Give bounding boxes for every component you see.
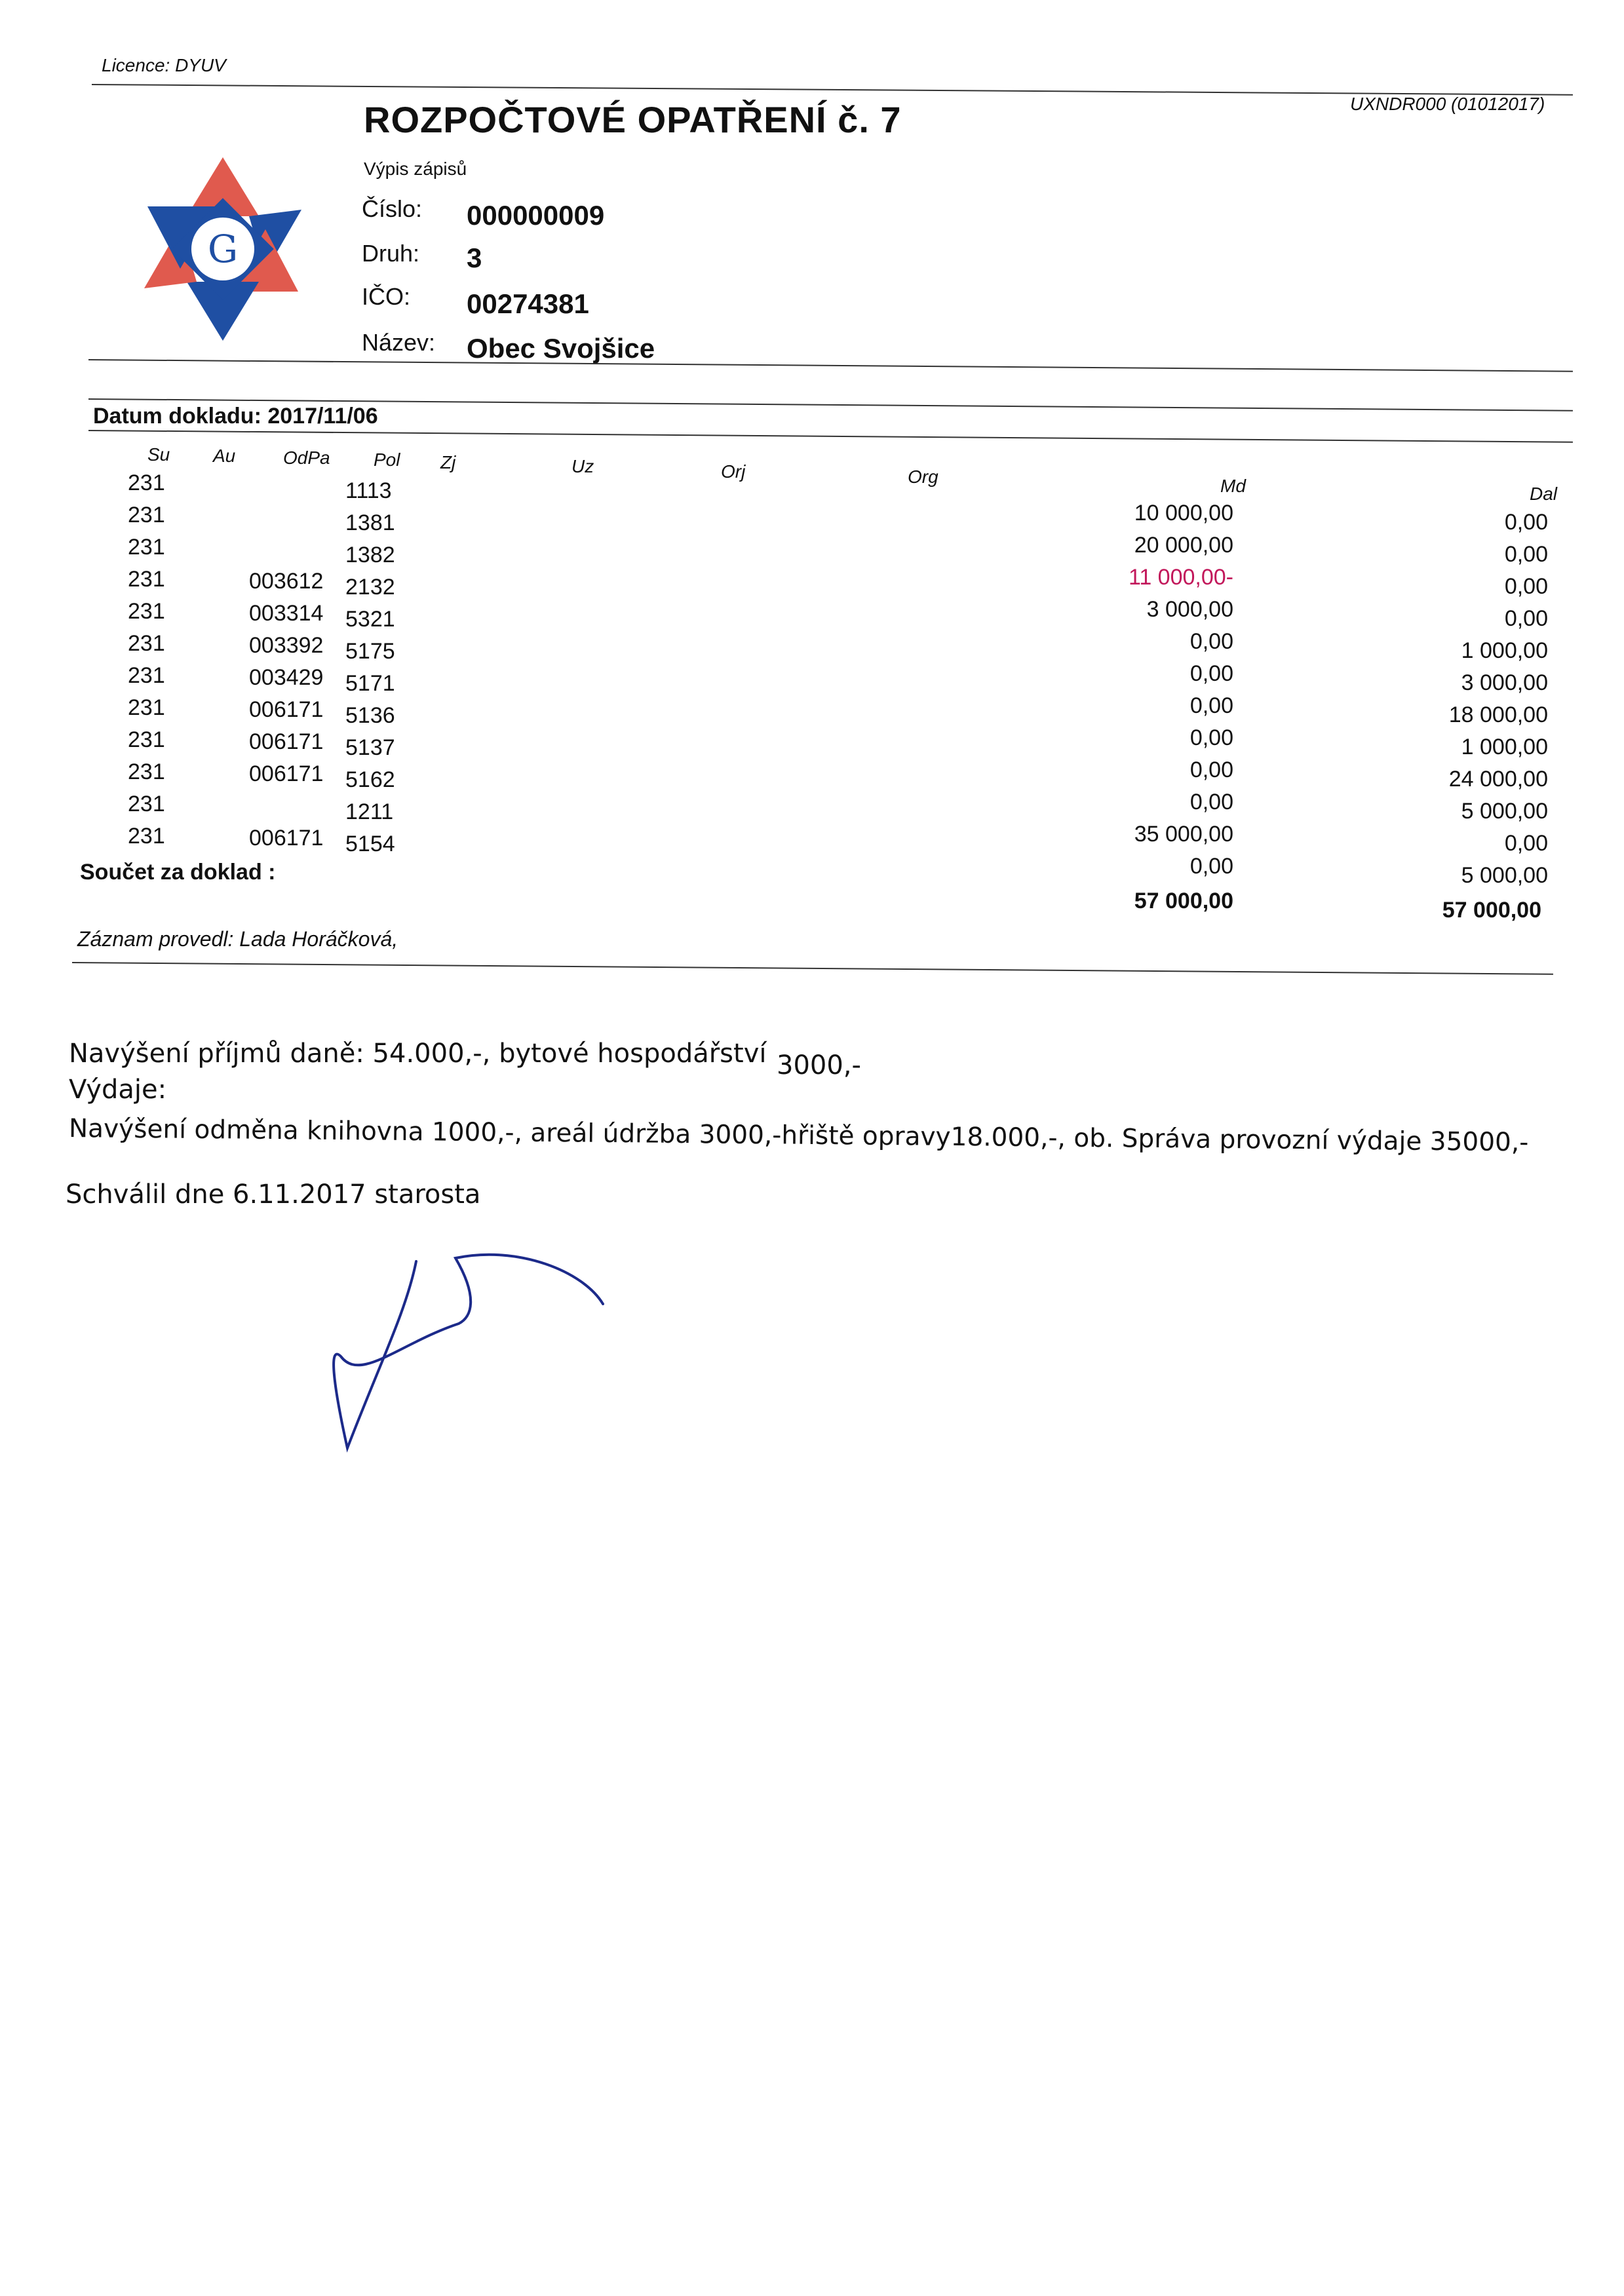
form-code: UXNDR000 (01012017) <box>1350 94 1545 114</box>
subtitle: Výpis zápisů <box>364 159 467 179</box>
row-su: 231 <box>128 759 165 784</box>
row-pol: 5175 <box>345 639 395 664</box>
row-md: 0,00 <box>1189 854 1233 879</box>
col-zj: Zj <box>440 452 456 472</box>
row-su: 231 <box>128 663 165 688</box>
row-md: 0,00 <box>1189 629 1233 654</box>
date-rule-bottom <box>88 430 1573 443</box>
logo-letter: G <box>207 227 239 271</box>
note-expenses: Navýšení odměna knihovna 1000,-, areál údržba 3000,-hřiště opravy18.000,-, ob. Správa provozní výdaje 35000,- <box>68 1114 1529 1158</box>
row-su: 231 <box>128 727 165 752</box>
total-label: Součet za doklad : <box>80 860 276 885</box>
row-dal: 5 000,00 <box>1461 863 1548 888</box>
col-au: Au <box>213 446 236 466</box>
row-su: 231 <box>128 792 165 816</box>
header-rule <box>88 359 1573 372</box>
row-md: 10 000,00 <box>1134 501 1233 526</box>
row-pol: 1113 <box>345 478 392 503</box>
row-md: 0,00 <box>1189 757 1233 782</box>
col-uz: Uz <box>571 456 594 476</box>
row-odpa: 006171 <box>249 697 324 722</box>
col-org: Org <box>908 467 938 487</box>
row-dal: 0,00 <box>1504 606 1548 631</box>
row-odpa: 006171 <box>249 826 324 851</box>
row-md: 11 000,00- <box>1128 565 1233 590</box>
note-approved: Schválil dne 6.11.2017 starosta <box>66 1179 481 1210</box>
row-dal: 0,00 <box>1504 831 1548 856</box>
row-md: 0,00 <box>1189 725 1233 750</box>
row-pol: 5137 <box>345 735 395 760</box>
col-pol: Pol <box>374 450 400 470</box>
field-label-druh: Druh: <box>362 240 420 267</box>
row-dal: 3 000,00 <box>1461 670 1548 695</box>
col-odpa: OdPa <box>283 448 330 468</box>
note-revenue-amount: 3000,- <box>777 1050 861 1081</box>
row-md: 0,00 <box>1189 790 1233 814</box>
row-md: 0,00 <box>1189 693 1233 718</box>
field-value-nazev: Obec Svojšice <box>467 333 655 364</box>
note-revenue: Navýšení příjmů daně: 54.000,-, bytové hospodářství <box>69 1039 767 1069</box>
row-pol: 5154 <box>345 832 395 856</box>
col-orj: Orj <box>721 461 746 482</box>
row-md: 20 000,00 <box>1134 533 1233 558</box>
row-su: 231 <box>128 567 165 592</box>
row-md: 0,00 <box>1189 661 1233 686</box>
row-dal: 1 000,00 <box>1461 735 1548 759</box>
row-dal: 18 000,00 <box>1448 702 1548 727</box>
field-value-druh: 3 <box>467 242 482 273</box>
col-md: Md <box>1220 476 1246 496</box>
total-md: 57 000,00 <box>1134 889 1233 913</box>
organization-logo <box>125 151 321 347</box>
row-pol: 5171 <box>345 671 395 696</box>
row-md: 35 000,00 <box>1134 822 1233 847</box>
row-pol: 5162 <box>345 767 395 792</box>
row-odpa: 003392 <box>249 633 324 658</box>
bottom-rule <box>72 962 1553 975</box>
row-su: 231 <box>128 599 165 624</box>
recorded-by: Záznam provedl: Lada Horáčková, <box>77 927 398 951</box>
row-pol: 2132 <box>345 575 395 600</box>
note-expenses-label: Výdaje: <box>69 1075 167 1105</box>
field-value-ico: 00274381 <box>467 288 589 319</box>
row-md: 3 000,00 <box>1146 597 1233 622</box>
row-dal: 5 000,00 <box>1461 799 1548 824</box>
row-dal: 0,00 <box>1504 510 1548 535</box>
licence-label: Licence: DYUV <box>102 55 226 75</box>
row-odpa: 003612 <box>249 569 324 594</box>
page-title: ROZPOČTOVÉ OPATŘENÍ č. 7 <box>364 99 902 140</box>
row-dal: 0,00 <box>1504 574 1548 599</box>
row-pol: 5136 <box>345 703 395 728</box>
row-odpa: 006171 <box>249 729 324 754</box>
row-su: 231 <box>128 535 165 560</box>
total-dal: 57 000,00 <box>1442 898 1541 923</box>
row-odpa: 003314 <box>249 601 324 626</box>
row-su: 231 <box>128 695 165 720</box>
col-dal: Dal <box>1530 484 1558 504</box>
document-date: Datum dokladu: 2017/11/06 <box>93 404 378 429</box>
row-pol: 5321 <box>345 607 395 632</box>
row-su: 231 <box>128 631 165 656</box>
field-value-cislo: 000000009 <box>467 200 605 231</box>
row-su: 231 <box>128 824 165 849</box>
row-pol: 1381 <box>345 510 395 535</box>
field-label-nazev: Název: <box>362 329 436 356</box>
row-pol: 1382 <box>345 543 395 567</box>
field-label-cislo: Číslo: <box>362 195 423 222</box>
row-odpa: 003429 <box>249 665 324 690</box>
field-label-ico: IČO: <box>362 283 411 310</box>
col-su: Su <box>147 444 170 465</box>
row-su: 231 <box>128 503 165 527</box>
row-dal: 1 000,00 <box>1461 638 1548 663</box>
row-odpa: 006171 <box>249 761 324 786</box>
top-rule <box>92 84 1573 96</box>
row-su: 231 <box>128 470 165 495</box>
row-pol: 1211 <box>345 799 394 824</box>
row-dal: 0,00 <box>1504 542 1548 567</box>
signature <box>308 1232 623 1468</box>
row-dal: 24 000,00 <box>1448 767 1548 792</box>
